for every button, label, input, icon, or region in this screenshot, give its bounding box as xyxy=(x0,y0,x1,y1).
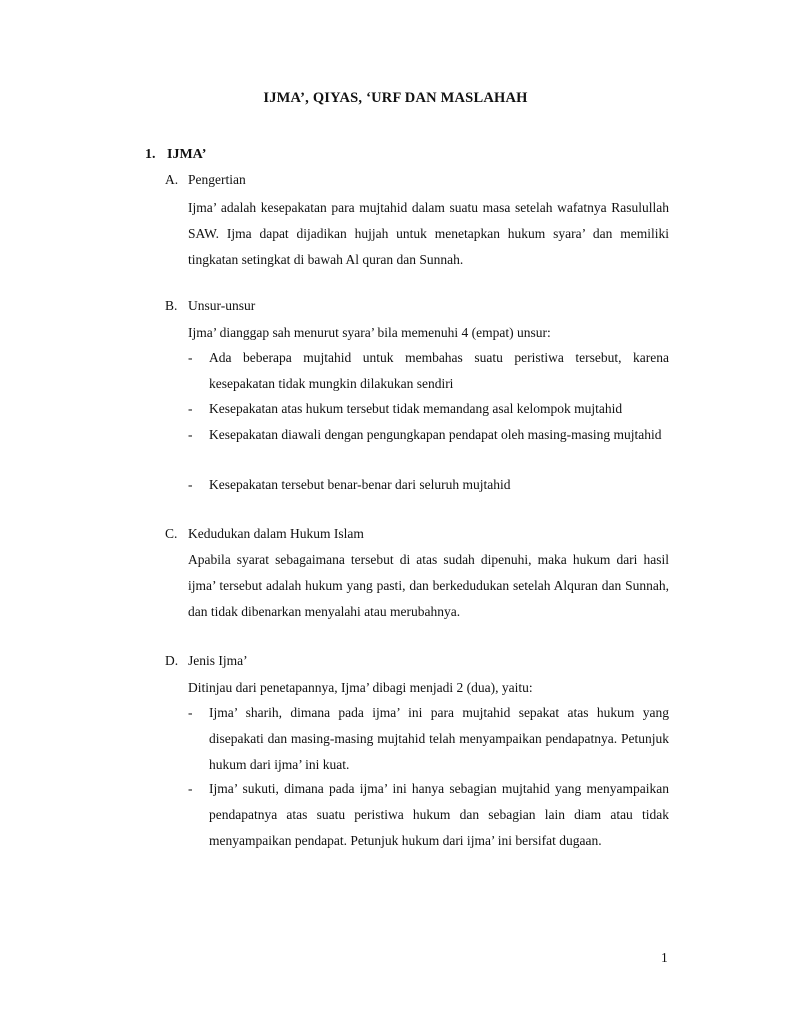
section-number: 1. xyxy=(145,147,156,162)
section-title: IJMA’ xyxy=(167,147,207,162)
list-item xyxy=(188,700,669,778)
subsection-title: Unsur-unsur xyxy=(188,298,256,313)
bullet-dash: - xyxy=(188,350,193,365)
paragraph-kedudukan: Apabila syarat sebagaimana tersebut di atas sudah dipenuhi, maka hukum dari hasil ijma’ tersebut adalah hukum yang pasti, dan berkedudukan setelah Alquran dan Sunnah, dan tidak dibenarkan menyalahi atau merubahnya. xyxy=(188,552,669,619)
subsection-heading-pengertian xyxy=(165,172,246,188)
subsection-title: Pengertian xyxy=(188,172,246,187)
list-item-text: Kesepakatan tersebut benar-benar dari seluruh mujtahid xyxy=(209,477,511,492)
subsection-title: Jenis Ijma’ xyxy=(188,653,248,668)
subsection-label: C. xyxy=(165,526,178,541)
list-item xyxy=(188,472,669,498)
subsection-label: D. xyxy=(165,653,179,668)
list-item-text: Ada beberapa mujtahid untuk membahas suatu peristiwa tersebut, karena kesepakatan tidak mungkin dilakukan sendiri xyxy=(209,350,669,391)
list-item xyxy=(188,422,669,448)
bullet-dash: - xyxy=(188,705,193,720)
paragraph-unsur-intro: Ijma’ dianggap sah menurut syara’ bila memenuhi 4 (empat) unsur: xyxy=(188,325,551,340)
bullet-dash: - xyxy=(188,427,193,442)
list-item xyxy=(188,345,669,397)
document-title: IJMA’, QIYAS, ‘URF DAN MASLAHAH xyxy=(263,90,528,106)
bullet-dash: - xyxy=(188,781,193,796)
paragraph-jenis-intro: Ditinjau dari penetapannya, Ijma’ dibagi menjadi 2 (dua), yaitu: xyxy=(188,680,533,695)
section-heading-ijma xyxy=(145,147,206,163)
bullet-dash: - xyxy=(188,477,193,492)
subsection-heading-kedudukan xyxy=(165,526,364,542)
subsection-heading-jenis xyxy=(165,653,248,669)
paragraph-pengertian: Ijma’ adalah kesepakatan para mujtahid dalam suatu masa setelah wafatnya Rasulullah SAW. Ijma dapat dijadikan hujjah untuk menetapkan hukum syara’ dan memiliki tingkatan setingkat di bawah Al quran dan Sunnah. xyxy=(188,200,669,267)
list-item-text: Kesepakatan diawali dengan pengungkapan pendapat oleh masing-masing mujtahid xyxy=(209,427,662,442)
page-number: 1 xyxy=(661,950,668,965)
subsection-heading-unsur xyxy=(165,298,255,314)
subsection-label: B. xyxy=(165,298,178,313)
bullet-dash: - xyxy=(188,401,193,416)
subsection-label: A. xyxy=(165,172,179,187)
list-item xyxy=(188,776,669,854)
list-item xyxy=(188,396,669,422)
list-item-text: Kesepakatan atas hukum tersebut tidak memandang asal kelompok mujtahid xyxy=(209,401,623,416)
list-item-text: Ijma’ sharih, dimana pada ijma’ ini para mujtahid sepakat atas hukum yang disepakati dan masing-masing mujtahid telah menyampaikan pendapatnya. Petunjuk hukum dari ijma’ ini kuat. xyxy=(209,705,669,772)
subsection-title: Kedudukan dalam Hukum Islam xyxy=(188,526,364,541)
list-item-text: Ijma’ sukuti, dimana pada ijma’ ini hanya sebagian mujtahid yang menyampaikan pendapatnya atas suatu peristiwa hukum dan sebagian lain diam atau tidak menyampaikan pendapat. Petunjuk hukum dari ijma’ ini bersifat dugaan. xyxy=(209,781,669,848)
